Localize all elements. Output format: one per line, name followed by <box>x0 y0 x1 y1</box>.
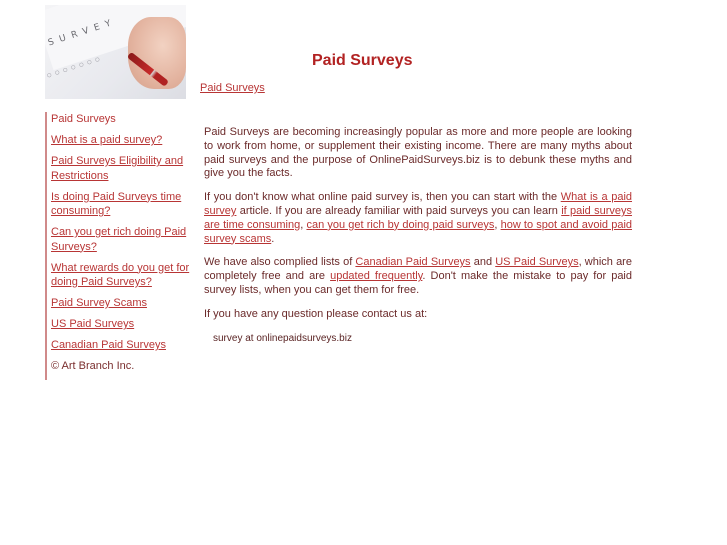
copyright-text: © Art Branch Inc. <box>51 360 135 372</box>
link-get-rich[interactable]: can you get rich by doing paid surveys <box>306 218 495 231</box>
survey-hero-image <box>45 5 186 99</box>
text: , which are completely free and are <box>204 256 632 283</box>
text: If you don't know what online paid survey is, then you can start with the <box>204 191 561 204</box>
lists-paragraph <box>204 256 632 297</box>
text: article. If you are already familiar with paid surveys you can learn <box>236 204 562 217</box>
survey-word-graphic: SURVEY <box>47 16 119 49</box>
sidebar-item-us-surveys[interactable]: US Paid Surveys <box>51 318 135 330</box>
link-avoid-scams[interactable]: how to spot and avoid paid survey scams <box>204 218 633 245</box>
text: and <box>470 256 496 269</box>
sidebar-item-canadian-surveys[interactable]: Canadian Paid Surveys <box>51 339 166 351</box>
contact-email: survey at onlinepaidsurveys.biz <box>213 332 352 344</box>
sidebar-item-time-consuming[interactable]: Is doing Paid Surveys time consuming? <box>51 190 182 217</box>
sidebar-item-what-is-paid-survey[interactable]: What is a paid survey? <box>51 134 163 146</box>
sidebar-item-rewards[interactable]: What rewards do you get for doing Paid Surveys? <box>51 261 190 288</box>
sidebar-nav <box>45 112 190 380</box>
sidebar-item-scams[interactable]: Paid Survey Scams <box>51 297 147 309</box>
text: , <box>300 218 307 231</box>
text: . Don't make the mistake to pay for paid survey lists, when you can get them for free. <box>204 270 632 296</box>
sidebar-item-get-rich[interactable]: Can you get rich doing Paid Surveys? <box>51 226 187 253</box>
link-updated-frequently[interactable]: updated frequently <box>330 270 423 283</box>
rating-circles-graphic: ○○○○○○○ <box>45 52 105 81</box>
text: We have also complied lists of <box>204 256 356 269</box>
text: . <box>271 232 275 245</box>
text: , <box>494 218 501 231</box>
contact-paragraph: If you have any question please contact us at: <box>204 307 428 320</box>
sidebar-item-eligibility[interactable]: Paid Surveys Eligibility and Restrictions <box>51 155 184 182</box>
link-us-surveys[interactable]: US Paid Surveys <box>495 256 579 269</box>
link-time-consuming[interactable]: if paid surveys are time consuming <box>204 204 633 231</box>
page-title: Paid Surveys <box>312 52 413 69</box>
breadcrumb-link[interactable]: Paid Surveys <box>200 82 265 94</box>
intro-paragraph: Paid Surveys are becoming increasingly popular as more and more people are looking to work from home, or supplement their existing income. There are many myths about paid surveys and the purpose of OnlinePaidSurveys.biz is to debunk these myths and give you the facts. <box>204 126 632 180</box>
getting-started-paragraph <box>204 191 632 246</box>
link-what-is-paid-survey[interactable]: What is a paid survey <box>204 191 633 217</box>
sidebar-item-paid-surveys: Paid Surveys <box>51 113 116 125</box>
link-canadian-surveys[interactable]: Canadian Paid Surveys <box>355 256 471 269</box>
main-content <box>204 126 632 345</box>
